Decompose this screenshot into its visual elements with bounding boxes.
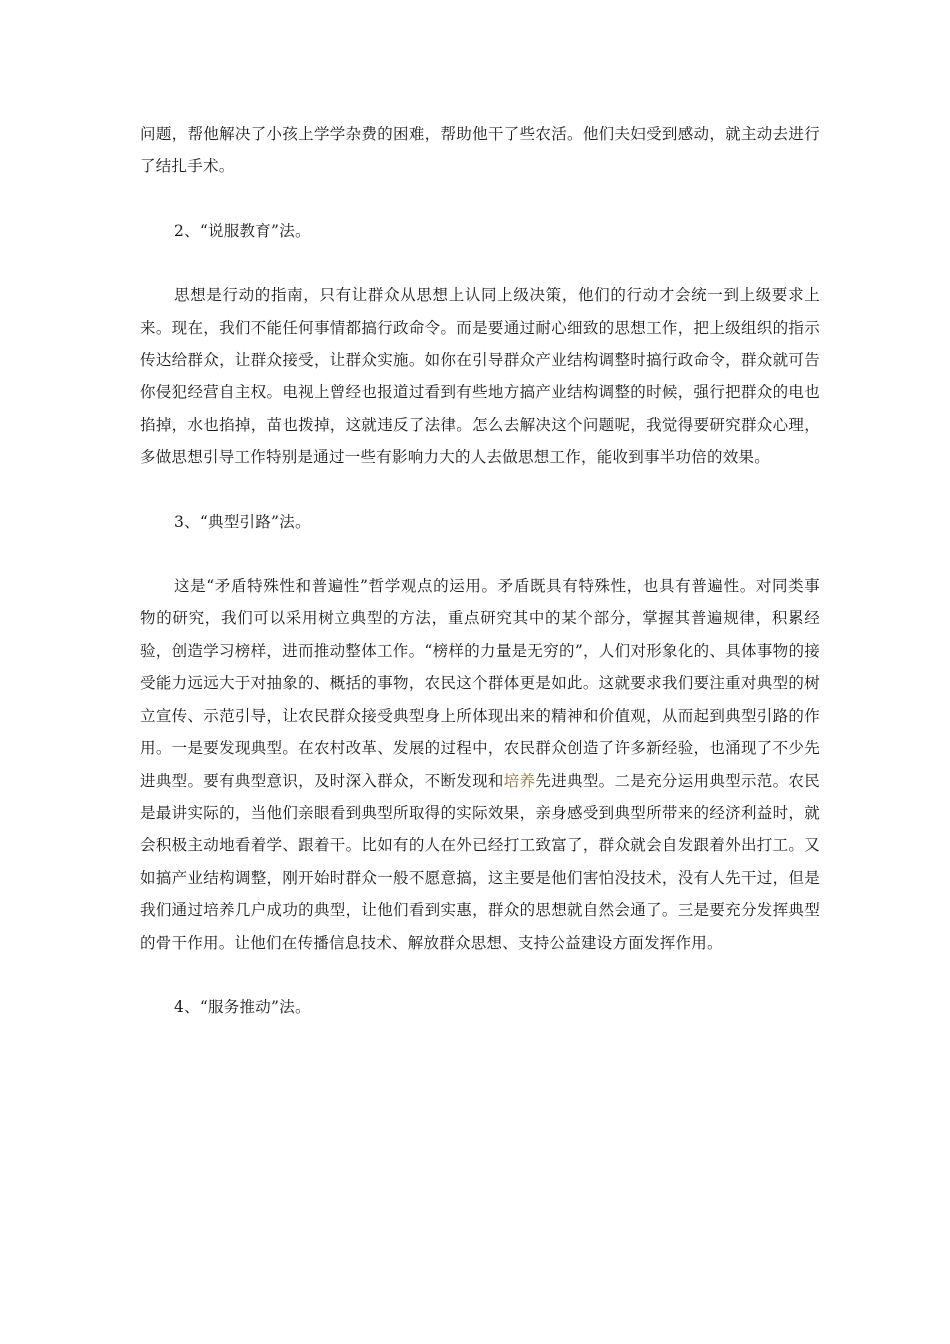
paragraph-persuasion: 思想是行动的指南，只有让群众从思想上认同上级决策，他们的行动才会统一到上级要求上来。现在，我们不能任何事情都搞行政命令。而是要通过耐心细致的思想工作，把上级组织的指示传达给群众，让群众接受，让群众实施。如你在引导群众产业结构调整时搞行政命令，群众就可告你侵犯经营自主权。电视上曾经也报道过看到有些地方搞产业结构调整的时候，强行把群众的电也掐掉，水也掐掉，苗也拨掉，这就违反了法律。怎么去解决这个问题呢，我觉得要研究群众心理，多做思想引导工作特别是通过一些有影响力大的人去做思想工作，能收到事半功倍的效果。 [140,286,820,467]
paragraph-continued: 问题，帮他解决了小孩上学学杂费的困难，帮助他干了些农活。他们夫妇受到感动，就主动去进行了结扎手术。 [140,125,820,176]
section-heading-4: 4、“服务推动”法。 [174,997,311,1016]
paragraph-typical-example [140,570,820,959]
paragraph-text-part-1: 这是“矛盾特殊性和普遍性”哲学观点的运用。矛盾既具有特殊性，也具有普遍性。对同类事物的研究，我们可以采用树立典型的方法，重点研究其中的某个部分，掌握其普遍规律，积累经验，创造学习榜样，进而推动整体工作。“榜样的力量是无穷的”，人们对形象化的、具体事物的接受能力远远大于对抽象的、概括的事物，农民这个群体更是如此。这就要求我们要注重对典型的树立宣传、示范引导，让农民群众接受典型身上所体现出来的精神和价值观，从而起到典型引路的作用。一是要发现典型。在农村改革、发展的过程中，农民群众创造了许多新经验，也涌现了不少先进典型。要有典型意识，及时深入群众，不断发现和 [140,577,820,790]
paragraph-text-part-2: 先进典型。二是充分运用典型示范。农民是最讲实际的，当他们亲眼看到典型所取得的实际效果，亲身感受到典型所带来的经济利益时，就会积极主动地看着学、跟着干。比如有的人在外已经打工致富了，群众就会自发跟着外出打工。又如搞产业结构调整，刚开始时群众一般不愿意搞，这主要是他们害怕没技术，没有人先干过，但是我们通过培养几户成功的典型，让他们看到实惠，群众的思想就自然会通了。三是要充分发挥典型的骨干作用。让他们在传播信息技术、解放群众思想、支持公益建设方面发挥作用。 [140,771,820,952]
inline-link-cultivate[interactable]: 培养 [503,771,536,790]
section-heading-3: 3、“典型引路”法。 [174,512,311,531]
document-body [140,118,820,1023]
section-heading-2: 2、“说服教育”法。 [174,221,311,240]
